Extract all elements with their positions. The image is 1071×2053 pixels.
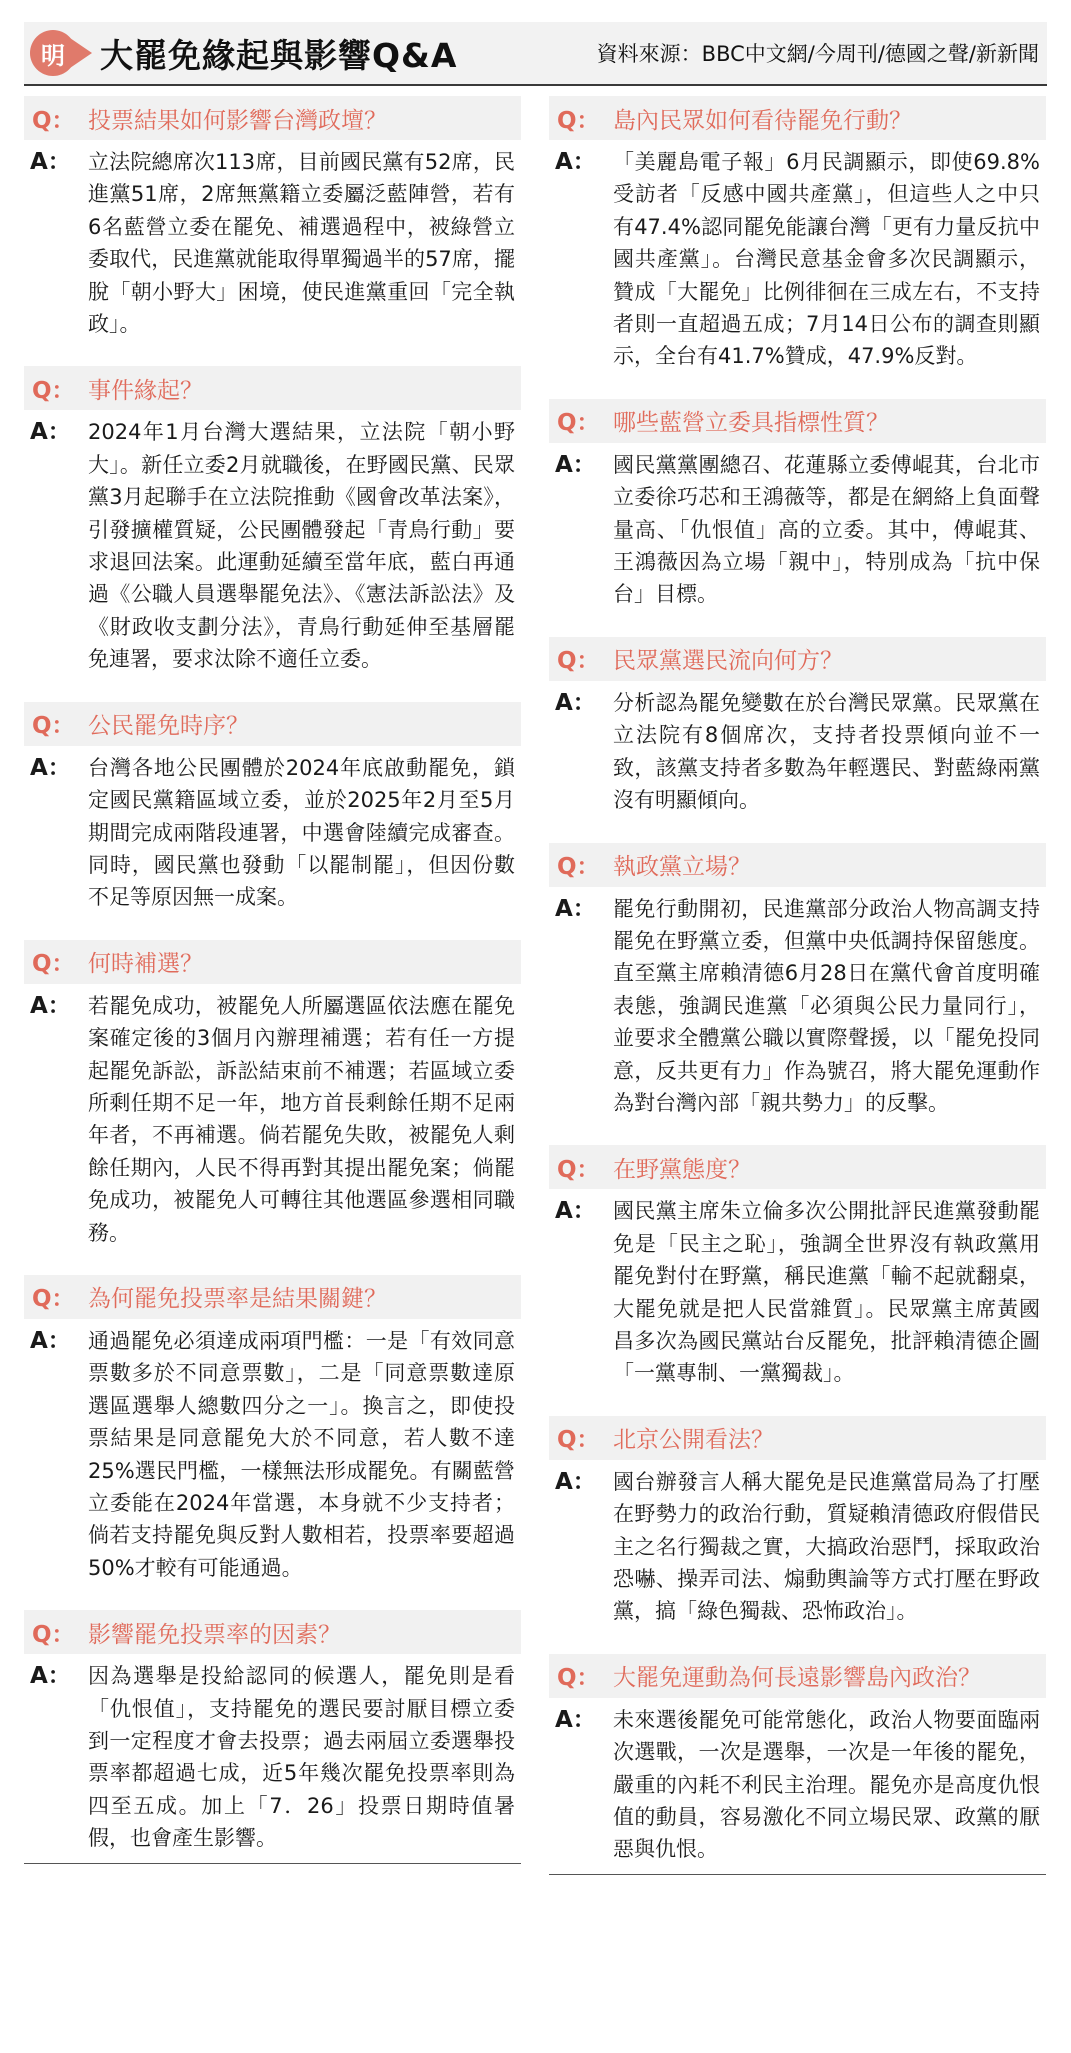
answer-block <box>24 752 521 914</box>
question-label: Q： <box>557 107 600 134</box>
question-text: 在野黨態度？ <box>613 1156 751 1183</box>
answer-block <box>24 1325 521 1584</box>
question-label: Q： <box>557 648 600 675</box>
answer-label: A： <box>555 895 596 922</box>
column-bottom-rule <box>24 1863 521 1864</box>
question-text: 島內民眾如何看待罷免行動？ <box>613 107 912 134</box>
question-bar <box>549 637 1046 681</box>
question-text: 大罷免運動為何長遠影響島內政治？ <box>613 1665 981 1692</box>
answer-label: A： <box>30 419 71 446</box>
qa-item <box>549 637 1046 817</box>
question-bar <box>549 96 1046 140</box>
answer-label: A： <box>30 1663 71 1690</box>
question-text: 公民罷免時序？ <box>88 713 249 740</box>
question-bar <box>24 1275 521 1319</box>
answer-text: 國民黨主席朱立倫多次公開批評民進黨發動罷免是「民主之恥」，強調全世界沒有執政黨用罷免對付在野黨，稱民進黨「輸不起就翻桌，大罷免就是把人民當雜質」。民眾黨主席黃國昌多次為國民黨站台反罷免，批評賴清德企圖「一黨專制、一黨獨裁」。 <box>613 1199 1040 1386</box>
answer-label: A： <box>555 1468 596 1495</box>
answer-block <box>549 893 1046 1120</box>
answer-text: 罷免行動開初，民進黨部分政治人物高調支持罷免在野黨立委，但黨中央低調持保留態度。直至黨主席賴清德6月28日在黨代會首度明確表態，強調民進黨「必須與公民力量同行」，並要求全體黨公職以實際聲援，以「罷免投同意，反共更有力」作為號召，將大罷免運動作為對台灣內部「親共勢力」的反擊。 <box>613 896 1040 1115</box>
answer-block <box>549 146 1046 373</box>
question-bar <box>24 702 521 746</box>
question-bar <box>24 940 521 984</box>
qa-item <box>549 1654 1046 1866</box>
answer-text: 「美麗島電子報」6月民調顯示，即使69.8%受訪者「反感中國共產黨」，但這些人之中只有47.4%認同罷免能讓台灣「更有力量反抗中國共產黨」。台灣民意基金會多次民調顯示，贊成「大罷免」比例徘徊在三成左右，不支持者則一直超過五成；7月14日公布的調查則顯示，全台有41.7%贊成，47.9%反對。 <box>613 150 1040 369</box>
question-bar <box>549 1145 1046 1189</box>
question-label: Q： <box>32 1621 75 1648</box>
question-text: 何時補選？ <box>88 951 203 978</box>
answer-text: 國民黨黨團總召、花蓮縣立委傅崐萁，台北市立委徐巧芯和王鴻薇等，都是在網絡上負面聲量高、「仇恨值」高的立委。其中，傅崐萁、王鴻薇因為立場「親中」，特別成為「抗中保台」目標。 <box>613 452 1040 607</box>
qa-item <box>549 96 1046 373</box>
answer-text: 若罷免成功，被罷免人所屬選區依法應在罷免案確定後的3個月內辦理補選；若有任一方提起罷免訴訟，訴訟結束前不補選；若區域立委所剩任期不足一年，地方首長剩餘任期不足兩年者，不再補選。倘若罷免失敗，被罷免人剩餘任期內，人民不得再對其提出罷免案；倘罷免成功，被罷免人可轉往其他選區參選相同職務。 <box>88 993 515 1245</box>
question-text: 投票結果如何影響台灣政壇？ <box>88 107 387 134</box>
question-text: 哪些藍營立委具指標性質？ <box>613 410 889 437</box>
header-bar <box>24 22 1047 86</box>
column-bottom-rule <box>549 1874 1046 1875</box>
answer-label: A： <box>30 1327 71 1354</box>
qa-item <box>549 1416 1046 1628</box>
answer-block <box>549 1466 1046 1628</box>
question-label: Q： <box>32 1286 75 1313</box>
question-text: 事件緣起？ <box>88 377 203 404</box>
question-bar <box>24 366 521 410</box>
answer-text: 台灣各地公民團體於2024年底啟動罷免，鎖定國民黨籍區域立委，並於2025年2月至5月期間完成兩階段連署，中選會陸續完成審查。同時，國民黨也發動「以罷制罷」，但因份數不足等原因無一成案。 <box>88 755 515 910</box>
qa-item <box>24 1275 521 1584</box>
question-text: 民眾黨選民流向何方？ <box>613 648 843 675</box>
answer-label: A： <box>555 451 596 478</box>
question-bar <box>549 1416 1046 1460</box>
answer-text: 通過罷免必須達成兩項門檻：一是「有效同意票數多於不同意票數」，二是「同意票數達原選區選舉人總數四分之一」。換言之，即使投票結果是同意罷免大於不同意，若人數不達25%選民門檻，一樣無法形成罷免。有關藍營立委能在2024年當選，本身就不少支持者；倘若支持罷免與反對人數相若，投票率要超過50%才較有可能通過。 <box>88 1328 515 1580</box>
answer-text: 分析認為罷免變數在於台灣民眾黨。民眾黨在立法院有8個席次，支持者投票傾向並不一致，該黨支持者多數為年輕選民、對藍綠兩黨沒有明顯傾向。 <box>613 690 1040 813</box>
answer-label: A： <box>30 149 71 175</box>
question-label: Q： <box>557 854 600 880</box>
qa-item <box>549 1145 1046 1389</box>
question-label: Q： <box>557 1156 600 1183</box>
answer-block <box>24 990 521 1249</box>
qa-item <box>549 843 1046 1120</box>
logo-disc: 明 <box>30 30 76 76</box>
question-bar <box>24 1610 521 1654</box>
qa-columns <box>24 96 1047 1875</box>
logo-tail <box>70 38 92 68</box>
question-label: Q： <box>32 951 75 978</box>
answer-block <box>24 146 521 340</box>
answer-text: 立法院總席次113席，目前國民黨有52席，民進黨51席，2席無黨籍立委屬泛藍陣營，若有6名藍營立委在罷免、補選過程中，被綠營立委取代，民進黨就能取得單獨過半的57席，擺脫「朝小野大」困境，使民進黨重回「完全執政」。 <box>88 150 515 337</box>
question-bar <box>549 399 1046 443</box>
answer-block <box>549 687 1046 817</box>
question-bar <box>549 1654 1046 1698</box>
question-label: Q： <box>32 713 75 740</box>
question-text: 執政黨立場？ <box>613 854 751 880</box>
answer-label: A： <box>30 992 71 1019</box>
right-column <box>549 96 1046 1875</box>
qa-item <box>24 702 521 914</box>
source-credit: 資料來源：BBC中文網/今周刊/德國之聲/新新聞 <box>596 42 1039 66</box>
question-text: 為何罷免投票率是結果關鍵？ <box>88 1286 387 1313</box>
newspaper-logo-icon <box>30 30 86 76</box>
answer-label: A： <box>555 1706 596 1733</box>
left-column <box>24 96 521 1875</box>
question-bar <box>549 843 1046 887</box>
answer-label: A： <box>555 1198 596 1225</box>
answer-block <box>549 1704 1046 1866</box>
answer-text: 國台辦發言人稱大罷免是民進黨當局為了打壓在野勢力的政治行動，質疑賴清德政府假借民主之名行獨裁之實，大搞政治惡鬥，採取政治恐嚇、操弄司法、煽動輿論等方式打壓在野政黨，搞「綠色獨裁、恐怖政治」。 <box>613 1469 1040 1624</box>
question-text: 北京公開看法？ <box>613 1427 774 1454</box>
answer-block <box>549 1195 1046 1389</box>
question-bar <box>24 96 521 140</box>
qa-item <box>24 96 521 340</box>
question-label: Q： <box>557 410 600 437</box>
question-label: Q： <box>32 377 75 404</box>
page-title: 大罷免緣起與影響Q&A <box>100 35 458 75</box>
answer-label: A： <box>30 754 71 781</box>
answer-text: 因為選舉是投給認同的候選人，罷免則是看「仇恨值」，支持罷免的選民要討厭目標立委到一定程度才會去投票；過去兩屆立委選舉投票率都超過七成，近5年幾次罷免投票率則為四至五成。加上「7．26」投票日期時值暑假，也會產生影響。 <box>88 1664 515 1851</box>
question-label: Q： <box>32 107 75 134</box>
question-text: 影響罷免投票率的因素？ <box>88 1621 341 1648</box>
question-label: Q： <box>557 1427 600 1454</box>
qa-item <box>549 399 1046 611</box>
answer-text: 2024年1月台灣大選結果，立法院「朝小野大」。新任立委2月就職後，在野國民黨、民眾黨3月起聯手在立法院推動《國會改革法案》，引發擴權質疑，公民團體發起「青鳥行動」要求退回法案。此運動延續至當年底，藍白再通過《公職人員選舉罷免法》、《憲法訴訟法》及《財政收支劃分法》，青鳥行動延伸至基層罷免連署，要求汰除不適任立委。 <box>88 420 515 672</box>
answer-label: A： <box>555 689 596 716</box>
qa-item <box>24 366 521 675</box>
question-label: Q： <box>557 1665 600 1692</box>
answer-block <box>24 416 521 675</box>
answer-text: 未來選後罷免可能常態化，政治人物要面臨兩次選戰，一次是選舉，一次是一年後的罷免，嚴重的內耗不利民主治理。罷免亦是高度仇恨值的動員，容易激化不同立場民眾、政黨的厭惡與仇恨。 <box>613 1707 1040 1862</box>
qa-item <box>24 1610 521 1854</box>
qa-item <box>24 940 521 1249</box>
answer-block <box>549 449 1046 611</box>
answer-block <box>24 1660 521 1854</box>
answer-label: A： <box>555 149 596 175</box>
